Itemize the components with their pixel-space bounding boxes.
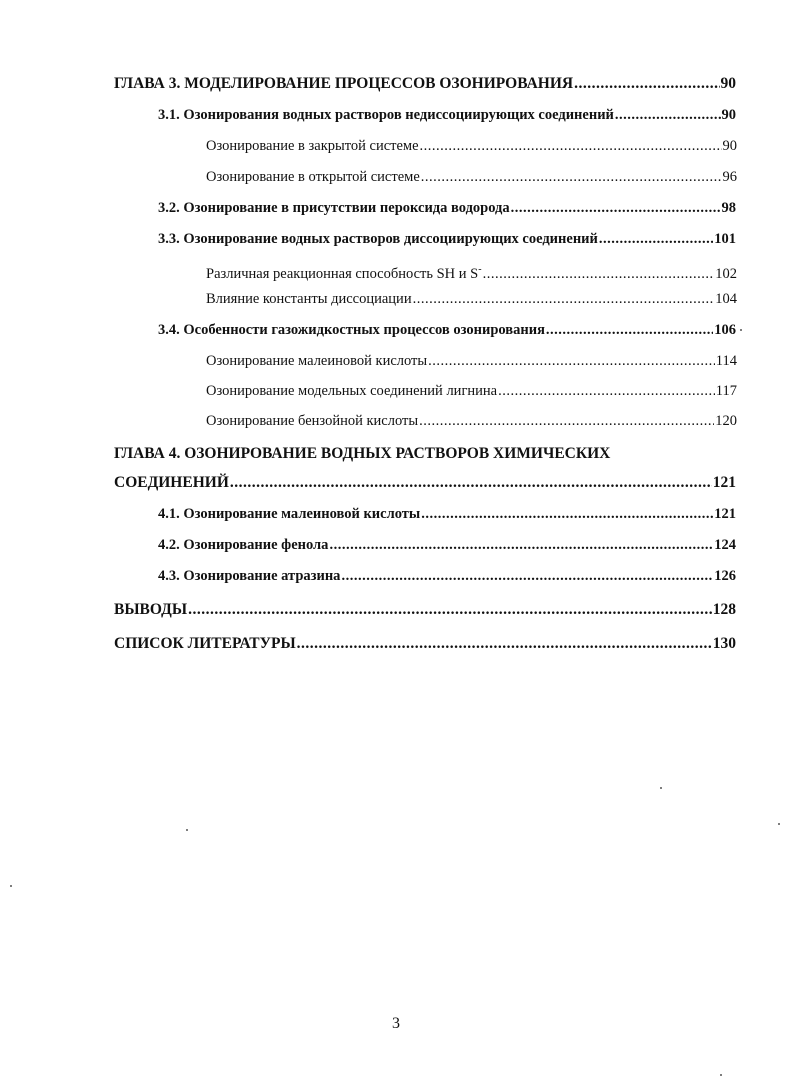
toc-entry-title: 4.2. Озонирование фенола — [158, 537, 329, 553]
toc-entry-page: 117 — [715, 383, 737, 399]
toc-entry-section-3-4 — [158, 320, 736, 340]
scan-speck — [186, 829, 188, 831]
scan-speck — [660, 787, 662, 789]
toc-entry-subsection-lignin — [206, 381, 737, 401]
toc-entry-subsection-benzoic-acid — [206, 411, 737, 431]
toc-entry-page: 96 — [722, 169, 737, 185]
toc-entry-page: 104 — [715, 291, 737, 307]
toc-entry-section-3-2 — [158, 198, 736, 218]
leader-dots — [599, 229, 713, 249]
toc-entry-page: 90 — [722, 138, 737, 154]
toc-entry-page: 98 — [721, 200, 736, 216]
leader-dots — [341, 566, 713, 586]
toc-entry-title: Озонирование в закрытой системе — [206, 138, 419, 154]
toc-entry-title: 3.4. Особенности газожидкостных процессов озонирования — [158, 322, 545, 338]
toc-entry-page: 90 — [720, 75, 736, 92]
leader-dots — [420, 136, 722, 156]
superscript-minus: - — [478, 264, 482, 275]
toc-entry-subsection-open-system — [206, 167, 737, 187]
page-number: 3 — [392, 1015, 400, 1032]
toc-entry-page: 130 — [712, 635, 736, 652]
leader-dots — [413, 289, 715, 309]
toc-entry-title: Озонирование малеиновой кислоты — [206, 353, 428, 369]
leader-dots — [297, 634, 712, 654]
toc-entry-section-4-1 — [158, 504, 736, 524]
leader-dots — [615, 105, 721, 125]
toc-entry-subsection-closed-system — [206, 136, 737, 156]
toc-entry-subsection-maleic-acid — [206, 351, 737, 371]
leader-dots — [546, 320, 713, 340]
toc-entry-page: 121 — [714, 506, 736, 522]
toc-entry-title: ГЛАВА 3. МОДЕЛИРОВАНИЕ ПРОЦЕССОВ ОЗОНИРОВАНИЯ — [114, 75, 574, 92]
leader-dots — [574, 74, 719, 94]
leader-dots — [419, 411, 714, 431]
toc-entry-page: 106 — [714, 322, 736, 338]
toc-entry-references — [114, 634, 736, 654]
toc-entry-title: 4.1. Озонирование малеиновой кислоты — [158, 506, 421, 522]
scan-speck — [10, 885, 12, 887]
toc-entry-section-4-3 — [158, 566, 736, 586]
toc-entry-title: ВЫВОДЫ — [114, 601, 188, 618]
toc-entry-page: 101 — [714, 231, 736, 247]
toc-entry-page: 124 — [714, 537, 736, 553]
toc-entry-title: Озонирование в открытой системе — [206, 169, 420, 185]
toc-entry-title: 3.3. Озонирование водных растворов диссоциирующих соединений — [158, 231, 598, 247]
toc-entry-title: СПИСОК ЛИТЕРАТУРЫ — [114, 635, 296, 652]
toc-entry-page: 102 — [715, 265, 737, 282]
toc-entry-subsection-dissociation-constant — [206, 289, 737, 309]
leader-dots — [421, 167, 722, 187]
toc-entry-title — [206, 260, 482, 284]
toc-entry-title: 3.1. Озонирования водных растворов недиссоциирующих соединений — [158, 107, 614, 123]
leader-dots — [329, 535, 713, 555]
toc-entry-subsection-reactivity — [206, 260, 737, 284]
toc-entry-section-4-2 — [158, 535, 736, 555]
toc-entry-chapter-4-line1: ГЛАВА 4. ОЗОНИРОВАНИЕ ВОДНЫХ РАСТВОРОВ ХИМИЧЕСКИХ — [114, 445, 611, 462]
leader-dots — [421, 504, 713, 524]
scan-speck — [720, 1074, 722, 1076]
leader-dots — [428, 351, 715, 371]
toc-entry-page: 120 — [715, 413, 737, 429]
toc-entry-page: 128 — [712, 601, 736, 618]
leader-dots — [483, 264, 715, 284]
leader-dots — [511, 198, 721, 218]
toc-entry-title: 4.3. Озонирование атразина — [158, 568, 341, 584]
toc-entry-chapter-3 — [114, 74, 736, 94]
toc-entry-title-text: Различная реакционная способность SH и S — [206, 265, 479, 282]
toc-entry-page: 90 — [721, 107, 736, 123]
scan-speck — [778, 823, 780, 825]
toc-entry-page: 126 — [714, 568, 736, 584]
scan-speck — [740, 329, 742, 331]
toc-entry-section-3-3 — [158, 229, 736, 249]
toc-entry-page: 114 — [715, 353, 737, 369]
toc-entry-title: СОЕДИНЕНИЙ — [114, 474, 229, 491]
toc-entry-title: Влияние константы диссоциации — [206, 291, 412, 307]
toc-entry-title: 3.2. Озонирование в присутствии пероксида водорода — [158, 200, 510, 216]
toc-entry-title: Озонирование бензойной кислоты — [206, 413, 419, 429]
toc-entry-page: 121 — [712, 474, 736, 491]
toc-entry-chapter-4 — [114, 473, 736, 493]
toc-entry-title: Озонирование модельных соединений лигнина — [206, 383, 498, 399]
leader-dots — [230, 473, 712, 493]
leader-dots — [498, 381, 715, 401]
toc-entry-section-3-1 — [158, 105, 736, 125]
toc-entry-conclusions — [114, 600, 736, 620]
leader-dots — [188, 600, 712, 620]
